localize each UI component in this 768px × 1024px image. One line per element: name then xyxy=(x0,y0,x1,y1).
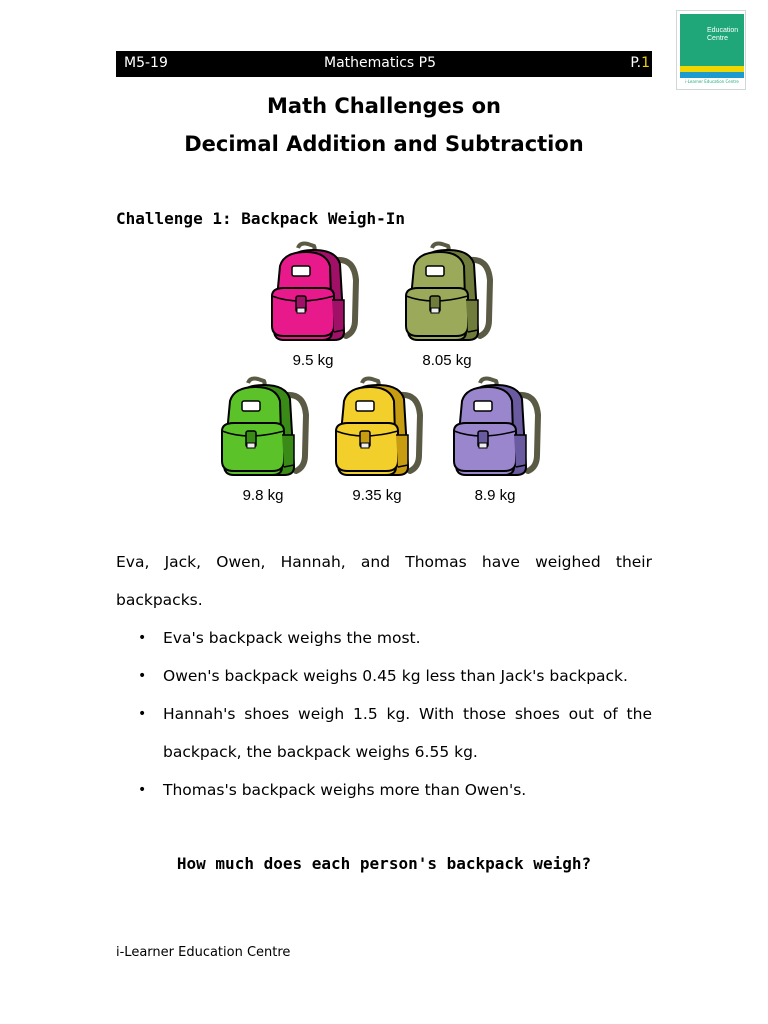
page-prefix: P. xyxy=(630,55,642,71)
footer: i-Learner Education Centre xyxy=(116,945,291,960)
backpack-weight: 9.5 kg xyxy=(292,352,334,369)
backpack-purple xyxy=(440,375,550,504)
backpack-icon xyxy=(258,240,368,350)
intro-paragraph: Eva, Jack, Owen, Hannah, and Thomas have weighed their backpacks. xyxy=(116,553,652,609)
clue-item: • Owen's backpack weighs 0.45 kg less than Jack's backpack. xyxy=(116,657,652,695)
backpack-weight: 9.8 kg xyxy=(242,487,284,504)
clue-item: • Eva's backpack weighs the most. xyxy=(116,619,652,657)
backpack-icon xyxy=(392,240,502,350)
backpack-yellow xyxy=(322,375,432,504)
backpacks-illustration xyxy=(200,240,570,510)
clue-item: • Thomas's backpack weighs more than Owen's. xyxy=(116,771,652,809)
header-bar xyxy=(116,51,652,77)
page-title-line1: Math Challenges on xyxy=(267,94,501,118)
backpack-icon xyxy=(322,375,432,485)
backpack-pink xyxy=(258,240,368,369)
page-number xyxy=(630,55,650,71)
logo xyxy=(676,10,746,90)
logo-word: Education Centre xyxy=(707,27,739,42)
backpack-olive xyxy=(392,240,502,369)
challenge-heading: Challenge 1: Backpack Weigh-In xyxy=(116,209,405,228)
backpack-weight: 9.35 kg xyxy=(352,487,402,504)
question: How much does each person's backpack weigh? xyxy=(176,854,592,873)
backpack-icon xyxy=(440,375,550,485)
subject-title: Mathematics P5 xyxy=(324,55,437,71)
clue-list xyxy=(116,619,652,809)
backpack-weight: 8.05 kg xyxy=(422,352,472,369)
logo-caption: i-Learner Education Centre xyxy=(685,79,739,84)
backpack-green xyxy=(208,375,318,504)
logo-blue-stripe xyxy=(680,72,744,78)
backpack-weight: 8.9 kg xyxy=(474,487,516,504)
page-number-value: 1 xyxy=(641,55,650,71)
page-title-line2: Decimal Addition and Subtraction xyxy=(184,132,584,156)
worksheet-code: M5-19 xyxy=(124,55,168,71)
backpack-icon xyxy=(208,375,318,485)
clue-item: • Hannah's shoes weigh 1.5 kg. With those shoes out of the backpack, the backpack weighs 6.55 kg. xyxy=(116,695,652,771)
